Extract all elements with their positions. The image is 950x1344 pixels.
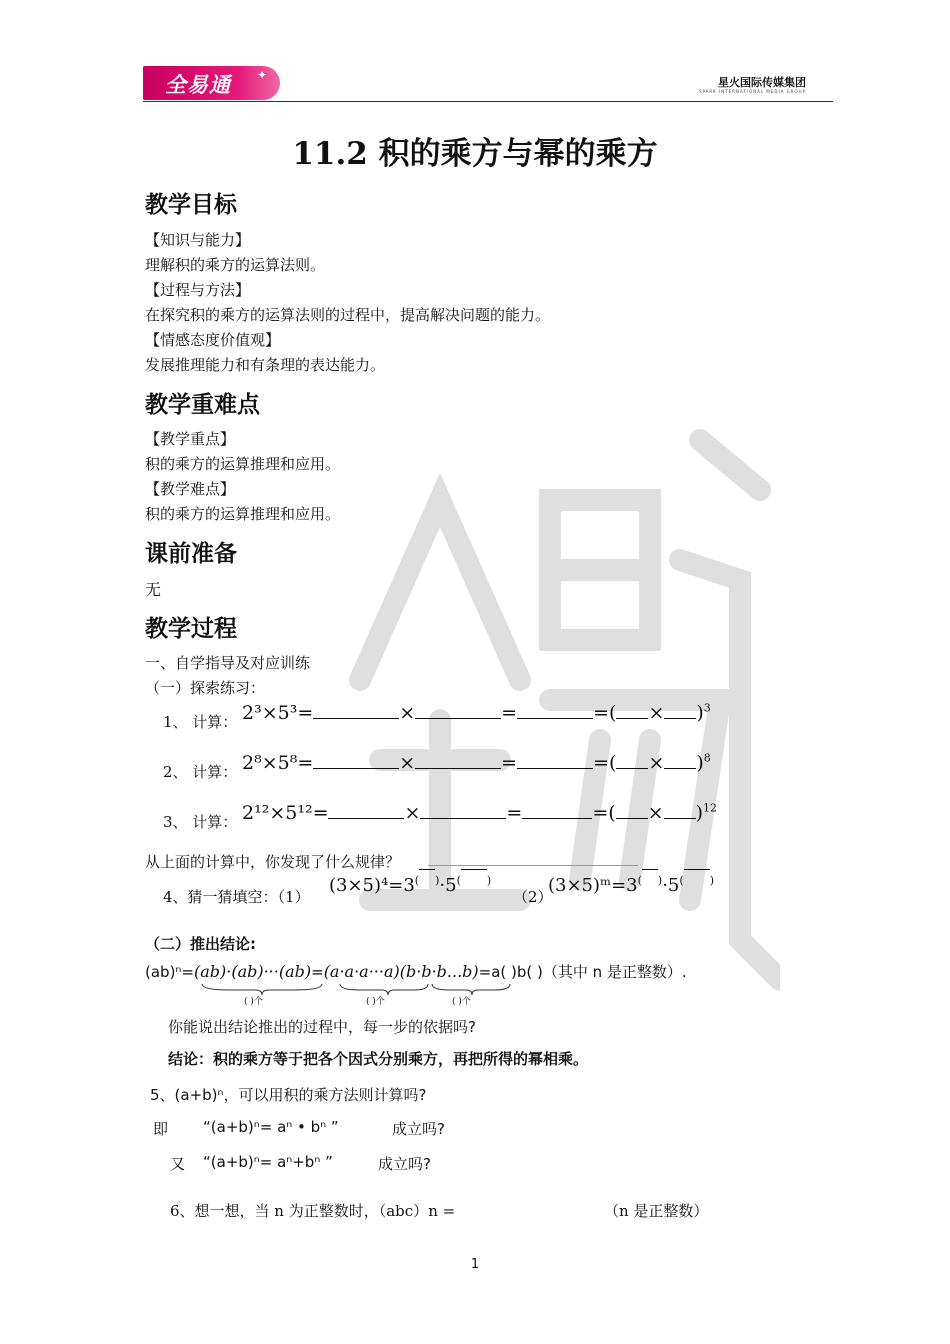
text-difficulty: 积的乘方的运算推理和应用。 [145, 505, 341, 523]
q5a-suffix: 成立吗? [392, 1120, 445, 1138]
text-preparation: 无 [145, 580, 162, 599]
q2-expr: 2⁸×5⁸= [242, 752, 314, 774]
label-knowledge: 【知识与能力】 [145, 231, 251, 249]
label-emotion: 【情感态度价值观】 [145, 331, 281, 349]
blank [616, 800, 648, 819]
times-sign: × [648, 702, 665, 724]
company-subtitle: SPARK INTERNATIONAL MEDIA GROUP [698, 89, 806, 94]
q3-expr: 2¹²×5¹²= [242, 802, 329, 824]
brace-label: ( )个 [244, 997, 263, 1007]
derive-group-3: (b·b·b...b) [399, 962, 479, 981]
heading-goals: 教学目标 [145, 192, 237, 218]
q1-expr: 2³×5³= [242, 702, 314, 724]
sub-explore: （一）探索练习： [145, 679, 266, 697]
exponent-blank: ( ) [679, 874, 714, 887]
exponent: 12 [703, 801, 718, 815]
equals-sign: = [506, 802, 523, 824]
q1-label: 1、 计算： [163, 713, 238, 731]
times-sign: × [399, 702, 416, 724]
times-sign: × [648, 752, 665, 774]
text-key: 积的乘方的运算推理和应用。 [145, 455, 341, 473]
q5a-formula: “(a+b)ⁿ= aⁿ • bⁿ ” [203, 1118, 339, 1136]
answer-line [428, 865, 638, 866]
q5b-prefix: 又 [170, 1155, 186, 1173]
label-difficulty: 【教学难点】 [145, 480, 236, 498]
blank [419, 869, 435, 870]
label-key: 【教学重点】 [145, 430, 236, 448]
equals-sign: = [593, 752, 610, 774]
q4-label-2: （2） [513, 888, 553, 906]
equals-sign: = [592, 802, 609, 824]
blank [522, 800, 592, 819]
blank [328, 800, 404, 819]
part-one: 一、自学指导及对应训练 [145, 654, 311, 672]
derive-lhs: (ab)ⁿ= [145, 963, 194, 981]
q4-expr2: (3×5)ᵐ=3 [548, 875, 638, 896]
blank [313, 700, 399, 719]
q3-label: 3、 计算： [163, 813, 238, 831]
heading-process: 教学过程 [145, 616, 237, 642]
right-paren: ) [696, 702, 704, 724]
q4-formula-1 [329, 874, 491, 896]
q3-formula [242, 800, 717, 824]
blank [420, 800, 506, 819]
times-sign: × [647, 802, 664, 824]
right-paren: ) [695, 802, 704, 824]
heading-key-points: 教学重难点 [145, 392, 260, 418]
blank [415, 750, 501, 769]
right-paren: ) [696, 752, 704, 774]
blank [664, 750, 696, 769]
page-number: 1 [470, 1257, 480, 1272]
times-sign: × [399, 752, 416, 774]
blank [664, 800, 696, 819]
equals-sign: = [501, 752, 518, 774]
derive-formula [145, 961, 687, 982]
blank [684, 869, 710, 870]
watermark-logo [320, 380, 780, 1000]
exponent-blank: ( ) [457, 874, 492, 887]
q4-dot: ·5 [662, 875, 680, 896]
text-process: 在探究积的乘方的运算法则的过程中，提高解决问题的能力。 [145, 306, 551, 324]
left-paren: ( [609, 752, 617, 774]
q5b-formula: “(a+b)ⁿ= aⁿ+bⁿ ” [203, 1153, 333, 1171]
equals-sign: = [311, 963, 324, 981]
derive-rhs: =a( )b( )（其中 n 是正整数）. [478, 963, 687, 981]
exponent: 8 [703, 751, 711, 765]
q2-formula [242, 750, 711, 774]
brace-label: ( )个 [366, 997, 385, 1007]
heading-preparation: 课前准备 [145, 541, 237, 567]
q5-question: 5、(a+b)ⁿ，可以用积的乘方法则计算吗? [150, 1086, 427, 1104]
page-title: 11.2 积的乘方与幂的乘方 [292, 136, 658, 172]
text-emotion: 发展推理能力和有条理的表达能力。 [145, 356, 386, 374]
q5b-suffix: 成立吗? [378, 1155, 431, 1173]
sub-derive: （二）推出结论: [145, 935, 256, 953]
blank [616, 750, 648, 769]
q4-formula-2 [548, 874, 714, 896]
derive-group-1: (ab)·(ab)···(ab) [193, 962, 312, 981]
q4-dot: ·5 [439, 875, 457, 896]
q6-note: （n 是正整数） [604, 1202, 709, 1220]
q1-formula [242, 700, 711, 724]
blank [517, 750, 593, 769]
derive-group-2: (a·a·a···a) [323, 962, 400, 981]
logo [143, 66, 280, 100]
discover-question: 从上面的计算中，你发现了什么规律？ [145, 853, 401, 871]
q6-question: 6、想一想，当 n 为正整数时，（abc）n = [170, 1202, 456, 1220]
brace-label: ( )个 [452, 997, 471, 1007]
q5a-prefix: 即 [153, 1120, 169, 1138]
blank [616, 700, 648, 719]
q4-label: 4、猜一猜填空：（1） [163, 888, 310, 906]
exponent-blank: ( ) [415, 874, 440, 887]
exponent: 3 [703, 701, 711, 715]
blank [415, 700, 501, 719]
company-name: 星火国际传媒集团 [718, 76, 806, 89]
left-paren: ( [609, 702, 617, 724]
ask-basis: 你能说出结论推出的过程中，每一步的依据吗? [168, 1018, 476, 1036]
conclusion: 结论：积的乘方等于把各个因式分别乘方，再把所得的幂相乘。 [168, 1050, 589, 1068]
exponent-blank: ( ) [638, 874, 663, 887]
logo-text: 全易通 [165, 73, 231, 97]
blank [461, 869, 487, 870]
text-knowledge: 理解积的乘方的运算法则。 [145, 256, 326, 274]
q4-expr1: (3×5)⁴=3 [329, 875, 415, 896]
equals-sign: = [593, 702, 610, 724]
left-paren: ( [608, 802, 616, 824]
blank [664, 700, 696, 719]
equals-sign: = [501, 702, 518, 724]
label-process: 【过程与方法】 [145, 281, 251, 299]
blank [313, 750, 399, 769]
times-sign: × [404, 802, 421, 824]
sparkle-icon: ✦ [257, 68, 268, 82]
q2-label: 2、 计算： [163, 763, 238, 781]
header-divider [143, 101, 833, 102]
blank [642, 869, 658, 870]
blank [517, 700, 593, 719]
